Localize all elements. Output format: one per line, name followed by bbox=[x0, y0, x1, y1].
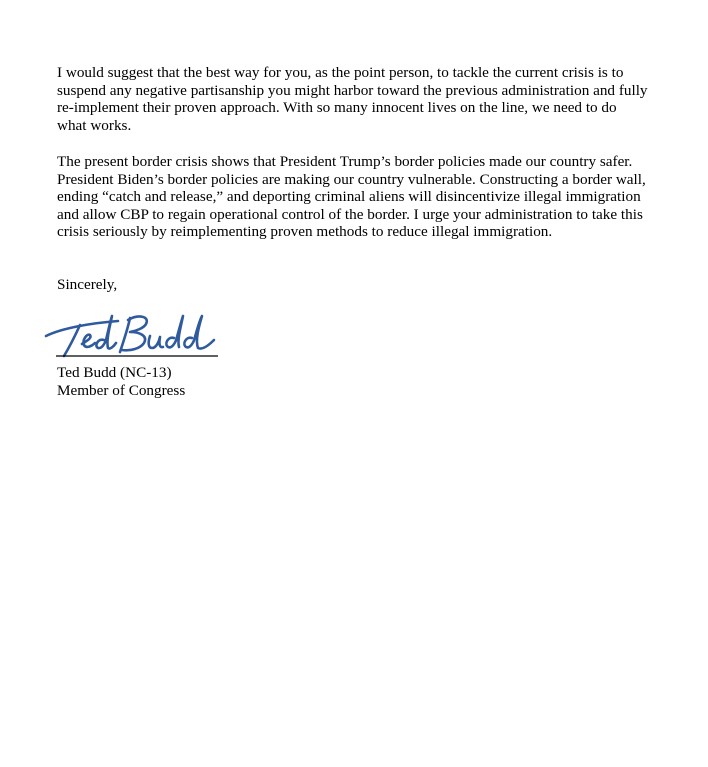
paragraph-line: re-implement their proven approach. With so many innocent lives on the line, we need to do bbox=[57, 99, 617, 117]
paragraph-line: ending “catch and release,” and deporting criminal aliens will disincentivize illegal immigration bbox=[57, 188, 641, 206]
closing-salutation: Sincerely, bbox=[57, 276, 118, 293]
body-paragraph-2 bbox=[57, 153, 667, 241]
paragraph-line: I would suggest that the best way for you, as the point person, to tackle the current crisis is to bbox=[57, 64, 624, 81]
paragraph-line: what works. bbox=[57, 116, 132, 134]
paragraph-line: suspend any negative partisanship you might harbor toward the previous administration and fully bbox=[57, 81, 648, 99]
signatory-name: Ted Budd (NC-13) bbox=[57, 364, 172, 381]
signatory-title: Member of Congress bbox=[57, 382, 186, 399]
paragraph-line: President Biden’s border policies are making our country vulnerable. Constructing a border wall, bbox=[57, 170, 646, 188]
handwritten-signature bbox=[42, 310, 222, 362]
paragraph-line: crisis seriously by reimplementing proven methods to reduce illegal immigration. bbox=[57, 223, 553, 241]
paragraph-line: The present border crisis shows that President Trump’s border policies made our country safer. bbox=[57, 153, 633, 170]
paragraph-line: and allow CBP to regain operational control of the border. I urge your administration to take this bbox=[57, 205, 643, 223]
body-paragraph-1 bbox=[57, 64, 667, 134]
